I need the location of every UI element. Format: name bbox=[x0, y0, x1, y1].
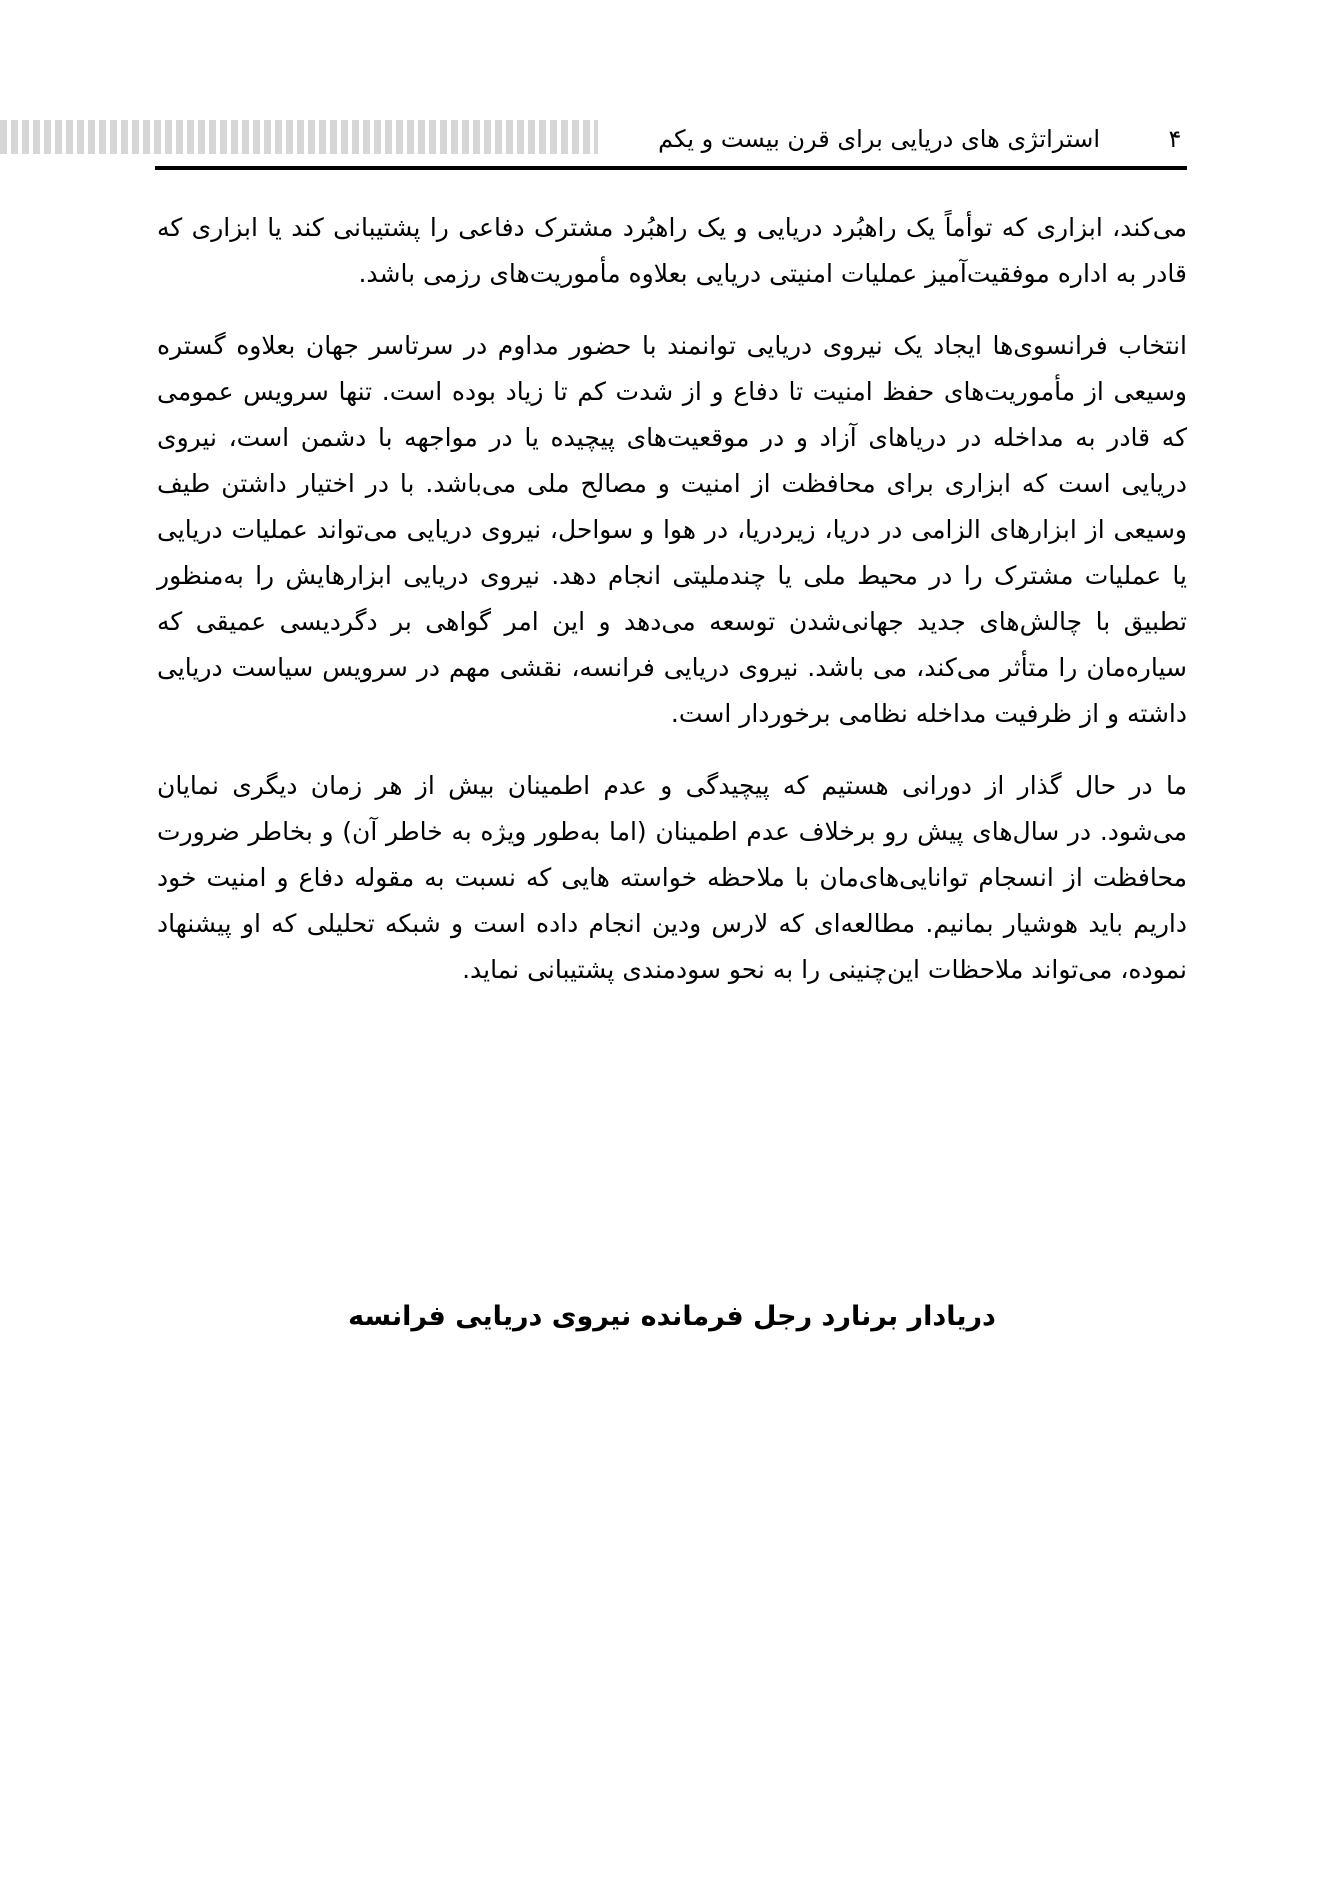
page-number: ۴ bbox=[1168, 125, 1182, 153]
body-text bbox=[157, 205, 1187, 1019]
author-signature: دریادار برنارد رجل فرمانده نیروی دریایی فرانسه bbox=[348, 1301, 996, 1332]
header-stripe-decoration bbox=[0, 120, 598, 154]
running-title: استراتژی های دریایی برای قرن بیست و یکم bbox=[658, 125, 1100, 153]
paragraph-1: می‌کند، ابزاری که توأماً یک راهبُرد دریایی و یک راهبُرد مشترک دفاعی را پشتیبانی کند یا ابزاری که قادر به اداره موفقیت‌آمیز عملیات امنیتی دریایی بعلاوه مأموریت‌های رزمی باشد. bbox=[157, 213, 1187, 288]
paragraph-3: ما در حال گذار از دورانی هستیم که پیچیدگی و عدم اطمینان بیش از هر زمان دیگری نمایان می‌شود. در سال‌های پیش رو برخلاف عدم اطمینان (اما به‌طور ویژه به خاطر آن) و بخاطر ضرورت محافظت از انسجام توانایی‌های‌مان با ملاحظه خواسته هایی که نسبت به مقوله دفاع و امنیت خود داریم باید هوشیار بمانیم. مطالعه‌ای که لارس ودین انجام داده است و شبکه تحلیلی که او پیشنهاد نموده، می‌تواند ملاحظات این‌چنینی را به نحو سودمندی پشتیبانی نماید. bbox=[157, 771, 1187, 984]
header-rule-divider bbox=[155, 166, 1187, 170]
paragraph-2: انتخاب فرانسوی‌ها ایجاد یک نیروی دریایی توانمند با حضور مداوم در سرتاسر جهان بعلاوه گستره وسیعی از مأموریت‌های حفظ امنیت تا دفاع و از شدت کم تا زیاد بوده است. تنها سرویس عمومی که قادر به مداخله در دریاهای آزاد و در موقعیت‌های پیچیده یا در مواجهه با دشمن است، نیروی دریایی است که ابزاری برای محافظت از امنیت و مصالح ملی می‌باشد. با در اختیار داشتن طیف وسیعی از ابزارهای الزامی در دریا، زیردریا، در هوا و سواحل، نیروی دریایی می‌تواند عملیات دریایی یا عملیات مشترک را در محیط ملی یا چندملیتی انجام دهد. نیروی دریایی ابزارهایش را به‌منظور تطبیق با چالش‌های جدید جهانی‌شدن توسعه می‌دهد و این امر گواهی بر دگردیسی عمیقی که سیاره‌مان را متأثر می‌کند، می باشد. نیروی دریایی فرانسه، نقشی مهم در سرویس سیاست دریایی داشته و از ظرفیت مداخله نظامی برخوردار است. bbox=[157, 331, 1187, 728]
